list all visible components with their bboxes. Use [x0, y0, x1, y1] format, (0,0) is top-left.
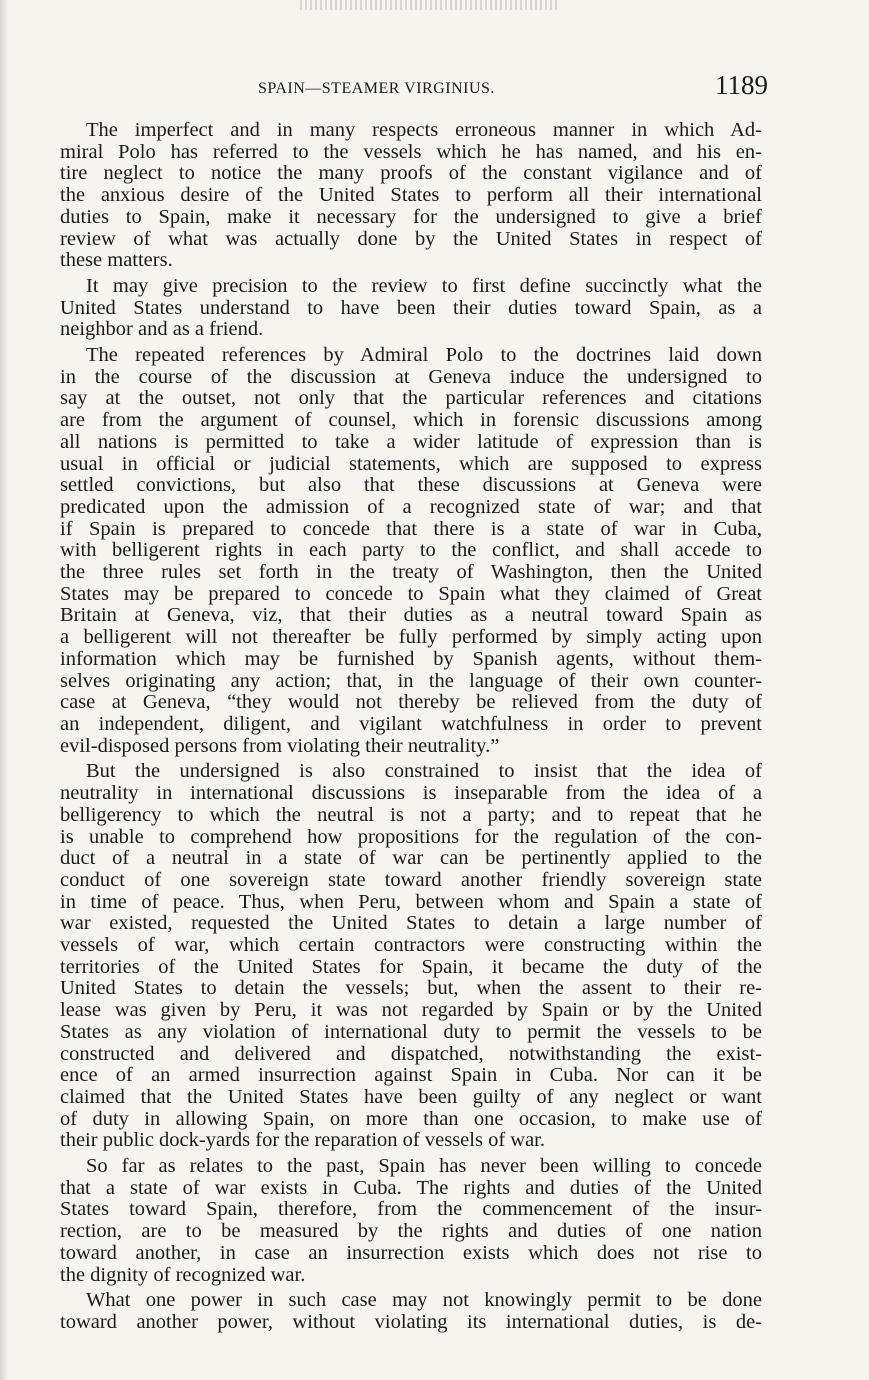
running-header — [60, 70, 768, 106]
text-line: claimed that the United States have been guilty of any neglect or want — [60, 1085, 762, 1108]
text-line: evil-disposed persons from violating their neutrality.” — [60, 734, 500, 757]
page-number: 1189 — [715, 70, 768, 100]
text-line: with belligerent rights in each party to the conflict, and shall accede to — [60, 539, 762, 562]
text-line: conduct of one sovereign state toward another friendly sovereign state — [60, 868, 762, 891]
text-line: an independent, diligent, and vigilant watchfulness in order to prevent — [60, 712, 762, 735]
text-line: selves originating any action; that, in the language of their own counter- — [60, 669, 762, 692]
text-line: usual in official or judicial statements, which are supposed to express — [60, 452, 762, 475]
text-line: rection, are to be measured by the rights and duties of one nation — [60, 1220, 762, 1243]
text-line: all nations is permitted to take a wider latitude of expression than is — [60, 430, 762, 453]
text-line: tire neglect to notice the many proofs of the constant vigilance and of — [60, 162, 762, 185]
text-line: say at the outset, not only that the particular references and citations — [60, 387, 762, 410]
text-line: the dignity of recognized war. — [60, 1263, 306, 1286]
text-line: duct of a neutral in a state of war can be pertinently applied to the — [60, 847, 762, 870]
scan-artifact — [300, 0, 560, 10]
text-line: predicated upon the admission of a recognized state of war; and that — [60, 495, 762, 518]
paragraph — [60, 1156, 762, 1286]
text-line: So far as relates to the past, Spain has never been willing to concede — [86, 1155, 762, 1178]
text-line: States may be prepared to concede to Spain what they claimed of Great — [60, 582, 762, 605]
text-line: that a state of war exists in Cuba. The rights and duties of the United — [60, 1176, 762, 1199]
text-line: in the course of the discussion at Geneva induce the undersigned to — [60, 365, 762, 388]
text-line: the anxious desire of the United States to perform all their international — [60, 184, 762, 207]
text-line: miral Polo has referred to the vessels which he has named, and his en- — [60, 140, 762, 163]
text-line: neutrality in international discussions is inseparable from the idea of a — [60, 782, 762, 805]
text-line: their public dock-yards for the reparation of vessels of war. — [60, 1129, 546, 1152]
text-line: It may give precision to the review to first define succinctly what the — [86, 274, 762, 297]
text-line: war existed, requested the United States to detain a large number of — [60, 912, 762, 935]
text-line: case at Geneva, “they would not thereby be relieved from the duty of — [60, 691, 762, 714]
text-line: belligerency to which the neutral is not a party; and to repeat that he — [60, 803, 762, 826]
text-line: What one power in such case may not knowingly permit to be done — [86, 1289, 762, 1312]
paragraph — [60, 276, 762, 341]
body-text — [60, 120, 762, 1338]
text-line: of duty in allowing Spain, on more than one occasion, to make use of — [60, 1107, 762, 1130]
text-line: are from the argument of counsel, which in forensic discussions among — [60, 409, 762, 432]
text-line: the three rules set forth in the treaty of Washington, then the United — [60, 561, 762, 584]
paragraph — [60, 1290, 762, 1333]
paragraph — [60, 761, 762, 1152]
text-line: States as any violation of international duty to permit the vessels to be — [60, 1020, 762, 1043]
text-line: toward another, in case an insurrection exists which does not rise to — [60, 1241, 762, 1264]
text-line: The imperfect and in many respects erroneous manner in which Ad- — [86, 119, 762, 141]
text-line: these matters. — [60, 249, 173, 272]
text-line: But the undersigned is also constrained to insist that the idea of — [86, 760, 762, 783]
text-line: review of what was actually done by the United States in respect of — [60, 227, 762, 250]
text-line: States toward Spain, therefore, from the commencement of the insur- — [60, 1198, 762, 1221]
running-title: SPAIN—STEAMER VIRGINIUS. — [258, 80, 495, 97]
text-line: vessels of war, which certain contractors were constructing within the — [60, 934, 762, 957]
paragraph — [60, 120, 762, 272]
text-line: ence of an armed insurrection against Spain in Cuba. Nor can it be — [60, 1064, 762, 1087]
text-line: if Spain is prepared to concede that there is a state of war in Cuba, — [60, 517, 762, 540]
text-line: The repeated references by Admiral Polo to the doctrines laid down — [86, 344, 762, 367]
text-line: Britain at Geneva, viz, that their duties as a neutral toward Spain as — [60, 604, 762, 627]
text-line: information which may be furnished by Spanish agents, without them- — [60, 647, 762, 670]
text-line: in time of peace. Thus, when Peru, between whom and Spain a state of — [60, 890, 762, 913]
text-line: neighbor and as a friend. — [60, 318, 264, 341]
text-line: lease was given by Peru, it was not regarded by Spain or by the United — [60, 999, 762, 1022]
text-line: territories of the United States for Spain, it became the duty of the — [60, 955, 762, 978]
paragraph — [60, 345, 762, 757]
text-line: United States understand to have been their duties toward Spain, as a — [60, 296, 762, 319]
text-line: constructed and delivered and dispatched, notwithstanding the exist- — [60, 1042, 762, 1065]
text-line: duties to Spain, make it necessary for the undersigned to give a brief — [60, 205, 762, 228]
page-edge-shadow — [0, 0, 8, 1380]
text-line: toward another power, without violating its international duties, is de- — [60, 1310, 762, 1333]
text-line: is unable to comprehend how propositions for the regulation of the con- — [60, 825, 762, 848]
text-line: settled convictions, but also that these discussions at Geneva were — [60, 474, 762, 497]
text-line: United States to detain the vessels; but, when the assent to their re- — [60, 977, 762, 1000]
text-line: a belligerent will not thereafter be fully performed by simply acting upon — [60, 626, 762, 649]
